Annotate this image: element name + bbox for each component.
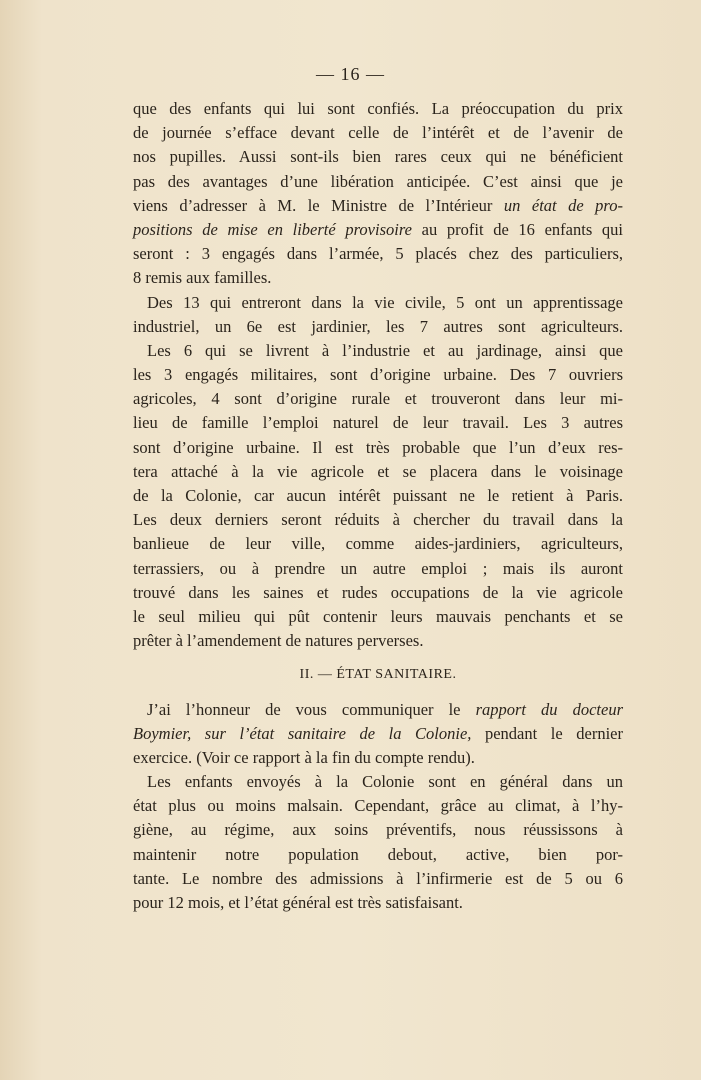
text-line (133, 698, 623, 722)
text-segment: J’ai l’honneur de vous communiquer le (147, 699, 476, 719)
text-line (133, 145, 623, 169)
text-segment: giène, au régime, aux soins préventifs, nous réussissons à (133, 820, 623, 840)
text-segment: agricoles, 4 sont d’origine rurale et trouveront dans leur mi- (133, 389, 623, 409)
text-line (133, 363, 623, 387)
text-line (133, 770, 623, 794)
text-line (133, 291, 623, 315)
italic-text: rapport du docteur (475, 699, 623, 719)
text-line (133, 315, 623, 339)
text-line (133, 484, 623, 508)
body-text (133, 97, 623, 915)
text-line (133, 460, 623, 484)
text-line (133, 818, 623, 842)
text-segment: terrassiers, ou à prendre un autre emploi ; mais ils auront (133, 558, 623, 578)
section-gap (133, 653, 623, 663)
text-segment: nos pupilles. Aussi sont-ils bien rares ceux qui ne bénéficient (133, 147, 623, 167)
text-line (133, 242, 623, 266)
text-segment: de la Colonie, car aucun intérêt puissant ne le retient à Paris. (133, 486, 623, 505)
text-segment: le seul milieu qui pût contenir leurs mauvais penchants et se (133, 606, 623, 626)
text-line (133, 170, 623, 194)
text-line (133, 867, 623, 891)
text-segment: Les 6 qui se livrent à l’industrie et au jardinage, ainsi que (147, 340, 623, 360)
text-line (133, 266, 623, 290)
text-segment: viens d’adresser à M. le Ministre de l’Intérieur (133, 195, 504, 215)
text-line (133, 121, 623, 145)
text-line (133, 411, 623, 435)
text-line (133, 794, 623, 818)
text-segment: pendant le dernier (471, 723, 623, 743)
italic-text: positions de mise en liberté provisoire (133, 219, 412, 239)
text-segment: Les deux derniers seront réduits à chercher du travail dans la (133, 510, 623, 530)
text-line (133, 436, 623, 460)
text-line (133, 532, 623, 556)
text-line (133, 218, 623, 242)
text-segment: les 3 engagés militaires, sont d’origine urbaine. Des 7 ouvriers (133, 365, 623, 385)
text-line (133, 629, 623, 653)
text-line (133, 891, 623, 915)
page-number: — 16 — (316, 64, 385, 84)
text-segment: pour 12 mois, et l’état général est très satisfaisant. (133, 893, 463, 912)
text-segment: sont d’origine urbaine. Il est très probable que l’un d’eux res- (133, 437, 623, 457)
text-segment: tera attaché à la vie agricole et se placera dans le voisinage (133, 461, 623, 481)
text-segment: de journée s’efface devant celle de l’intérêt et de l’avenir de (133, 123, 623, 143)
text-line (133, 339, 623, 363)
text-line (133, 508, 623, 532)
text-segment: exercice. (Voir ce rapport à la fin du compte rendu). (133, 747, 475, 767)
text-line (133, 97, 623, 121)
section-heading (133, 663, 623, 687)
italic-text: Boymier, sur l’état sanitaire de la Colonie, (133, 723, 472, 743)
text-line (133, 722, 623, 746)
text-segment: tante. Le nombre des admissions à l’infirmerie est de 5 ou 6 (133, 868, 623, 888)
text-segment: au profit de 16 enfants qui (411, 219, 623, 239)
text-segment: trouvé dans les saines et rudes occupations de la vie agricole (133, 582, 623, 602)
text-segment: pas des avantages d’une libération anticipée. C’est ainsi que je (133, 171, 623, 191)
text-segment: Les enfants envoyés à la Colonie sont en général dans un (147, 772, 623, 792)
text-segment: 8 remis aux familles. (133, 268, 272, 288)
italic-text: un état de pro- (503, 195, 623, 215)
text-segment: que des enfants qui lui sont confiés. La préoccupation du prix (133, 99, 623, 118)
text-line (133, 843, 623, 867)
text-segment: Des 13 qui entreront dans la vie civile, 5 ont un apprentissage (147, 292, 623, 312)
text-line (133, 581, 623, 605)
text-line (133, 387, 623, 411)
text-line (133, 557, 623, 581)
text-segment: prêter à l’amendement de natures perverses. (133, 631, 424, 651)
text-segment: II. — ÉTAT SANITAIRE. (299, 667, 457, 683)
text-line (133, 194, 623, 218)
text-line (133, 605, 623, 629)
text-segment: lieu de famille l’emploi naturel de leur travail. Les 3 autres (133, 413, 623, 433)
text-segment: banlieue de leur ville, comme aides-jardiniers, agriculteurs, (133, 534, 623, 554)
section-gap (133, 688, 623, 698)
text-segment: état plus ou moins malsain. Cependant, grâce au climat, à l’hy- (133, 796, 623, 816)
text-segment: seront : 3 engagés dans l’armée, 5 placés chez des particuliers, (133, 244, 623, 264)
text-segment: industriel, un 6e est jardinier, les 7 autres sont agriculteurs. (133, 316, 623, 336)
text-segment: maintenir notre population debout, active, bien por- (133, 844, 623, 864)
text-line (133, 746, 623, 770)
